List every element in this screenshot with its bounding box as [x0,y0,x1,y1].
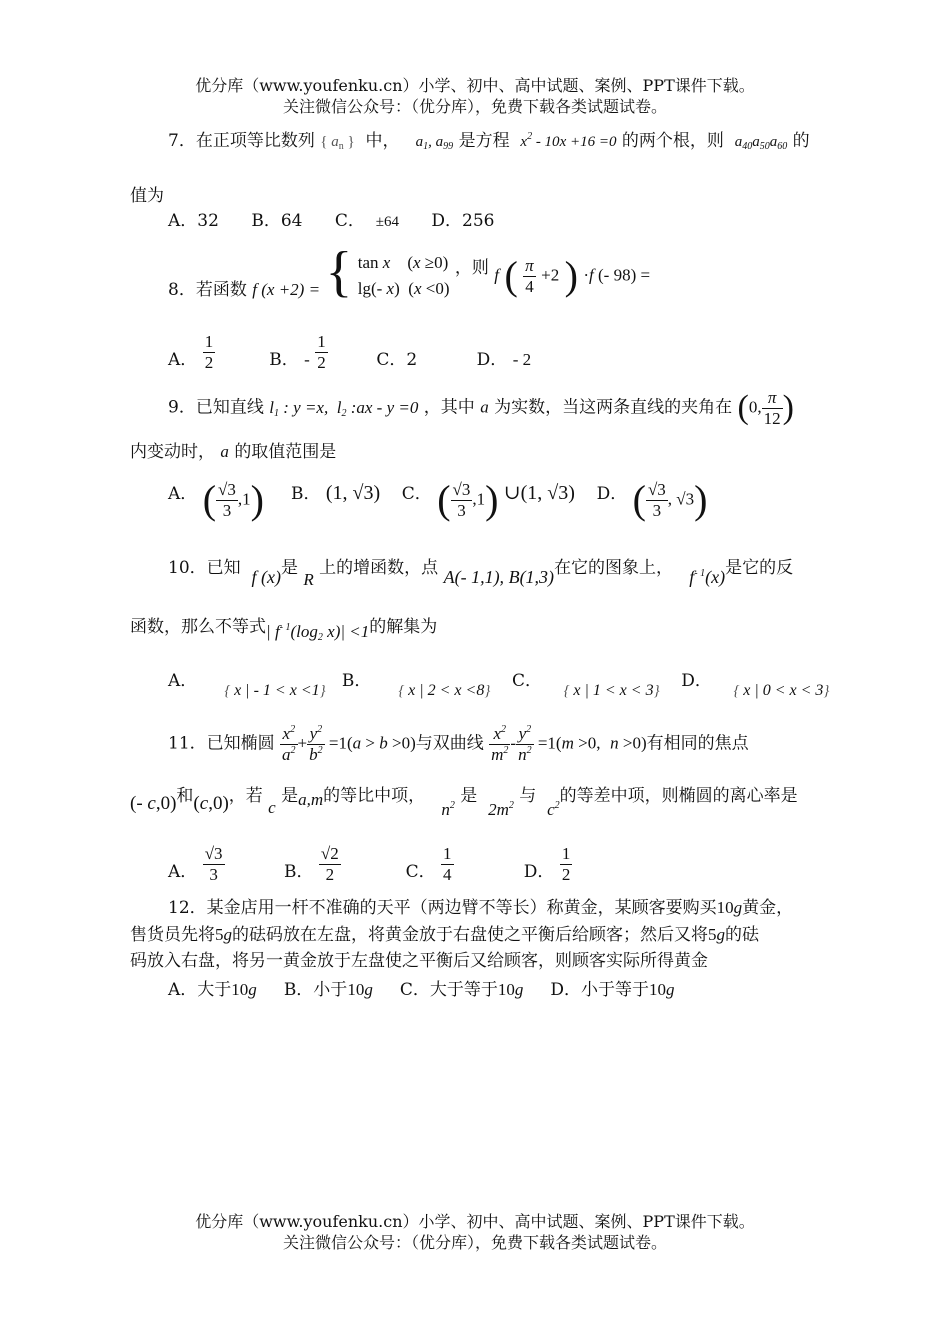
q10-option-d: D． [681,671,712,691]
q12-5-b: 5 [708,925,717,944]
q10-inverse: $f^{- 1}(x)$ [689,567,726,587]
q9-d-open: ( [632,477,646,523]
q9-options: A． ( $\frac{√3}{3}$ ,1) B． (1, √3) C． ( $\frac{√3}{3}$ ,1) ∪(1, √3) D． ( $\frac{√3}{3}$ , √3) [168,477,708,523]
q9-option-d: D． [596,483,628,504]
q9-number: 9．已知直线 [168,397,264,418]
q8-brace: { [325,241,353,303]
q10-text-2: 上的增函数，点 [319,558,439,578]
footer-line-2: 关注微信公众号：（优分库），免费下载各类试题试卷。 [282,1233,667,1252]
q9-a-close: ) [250,477,264,523]
q10-cont-1: 函数，那么不等式 [130,617,266,637]
q10-fx: f (x) [251,567,281,587]
q11-text-7: 是 [460,786,478,806]
q10-option-c: C． [511,671,542,691]
q11-c2: $c^2$ [547,800,560,819]
q11-focus-2: (c,0) [193,793,229,814]
q12-option-c: C．大于等于 [399,980,498,1000]
q11-options [168,844,572,884]
q10-option-c-value: { x | 1 < x < 3} [563,682,660,699]
question-12-line-3: 码放入右盘，将另一黄金放于左盘使之平衡后又给顾客，则顾客实际所得黄金 [130,951,708,971]
q12-text-5: 的砝 [725,925,759,945]
header-line-2: 关注微信公众号：（优分库），免费下载各类试题试卷。 [282,97,667,116]
q7-text-4: 的 [792,131,810,151]
q11-option-d-value: $\frac{1}{2}$ [561,844,571,884]
q12-option-a-num: 10 [231,980,249,999]
q8-expression: f [494,265,500,285]
q10-R: R [303,570,314,589]
q12-text-2: 黄金， [742,898,794,918]
q7-option-d: D．256 [431,211,495,231]
question-9: 9．已知直线 $l_1$ : y =x, $l_2$ :ax - y =0 ，其中 a 为实数，当这两条直线的夹角在 (0, $\frac{\pi}{12}$ ) [168,388,794,428]
q12-text-4: 的砝码放在左盘，将黄金放于右盘使之平衡后给顾客；然后又将 [232,925,708,945]
q8-number: 8．若函数 [168,279,247,300]
q12-option-b: B．小于 [283,980,348,1000]
q8-option-b-value: $\frac{1}{2}$ [317,332,326,372]
q8-options: A． $\frac{1}{2}$ B． - $\frac{1}{2}$ C．2 D． - 2 [168,332,532,372]
q12-5: 5 [215,925,224,944]
q8-function-name: f (x +2) = [252,279,321,299]
q9-var-a-2: a [220,442,229,461]
q11-text-4: ，若 [228,786,263,806]
q11-option-b-value: $\frac{√2}{2}$ [320,844,339,884]
q10-option-b-value: { x | 2 < x <8} [398,682,491,699]
q7-text-2: 是方程 [458,131,510,151]
q9-option-a: A． [168,483,198,504]
q12-unit-g: g [733,898,743,917]
q10-inequality: | $f^{- 1}(\log_2$ x)| <1 [266,622,370,643]
q9-text-2: 为实数，当这两条直线的夹角在 [494,397,733,418]
question-7 [168,132,810,152]
q10-option-a-value: { x | - 1 < x <1} [224,682,326,699]
q12-option-d: D．小于等于 [550,980,650,1000]
q11-text-8: 与 [519,786,537,806]
q9-pi-over-12: $\frac{\pi}{12}$ [763,388,781,428]
q12-option-b-num: 10 [347,980,365,999]
q12-option-b-unit: g [364,980,373,999]
q7-option-a: A．32 [168,211,219,231]
q9-option-d-value: $\frac{√3}{3}$ [647,480,666,520]
q8-option-d: D． [476,349,508,370]
q11-var-c: c [268,798,276,817]
q9-continuation [130,443,336,461]
q12-option-d-unit: g [666,980,675,999]
q7-number: 7．在正项等比数列 [168,131,315,151]
q9-cont-2: 的取值范围是 [234,442,337,462]
q11-ellipse-x: $\frac{x^2}{a^2}$ [282,724,296,764]
q12-option-a: A．大于 [168,980,232,1000]
q9-text-1: ，其中 [423,397,475,418]
q12-unit-g-2: g [223,925,232,944]
q11-focus-1: (- c,0) [130,793,177,814]
q7-option-b: B．64 [251,211,303,231]
q8-cases: tan x (x ≥0) lg(- x) (x <0) [357,252,450,298]
question-8: 8．若函数 f (x +2) = { tan x (x ≥0) lg(- x) (x <0) ，则 f ( $\frac{\pi}{4}$ +2 ) ·f (- 98) = [168,241,651,303]
q9-cont-1: 内变动时， [130,442,215,462]
q7-options [168,213,495,230]
q12-option-c-num: 10 [497,980,515,999]
q7-product: $a_{40}a_{50}a_{60}$ [734,134,788,152]
q11-am: a,m [298,790,324,809]
q11-text-1: 与双曲线 [415,733,484,754]
question-10 [168,558,794,589]
q8-option-c: C．2 [376,349,418,370]
q11-text-3: 和 [176,786,194,806]
q9-interval-close: ) [782,389,794,427]
q11-n2: $n^2$ [441,800,455,819]
q11-option-c-value: $\frac{1}{4}$ [443,844,452,884]
q11-option-c: C． [405,861,436,882]
q9-c-open: ( [437,477,451,523]
q7-option-c-value: ±64 [375,214,399,230]
q12-option-a-unit: g [248,980,257,999]
q8-pi-over-4: $\frac{\pi}{4}$ [525,255,534,296]
q7-roots: $a_1$, $a_{99}$ [415,134,454,152]
q11-text-5: 是 [281,786,299,806]
q11-text-9: 的等差中项，则椭圆的离心率是 [559,786,798,806]
q10-number: 10．已知 [168,558,241,578]
q7-continuation: 值为 [130,186,164,206]
q9-option-a-value: $\frac{√3}{3}$ [218,480,236,520]
q11-ellipse-y: $\frac{y^2}{b^2}$ [309,724,323,764]
q10-text-3: 在它的图象上， [554,558,674,578]
q12-text-3: 售货员先将 [130,925,215,945]
q9-option-b-value: (1, √3) [325,481,381,504]
q8-paren-right: ) [564,253,578,298]
q9-option-c-value: $\frac{√3}{3}$ [452,480,471,520]
q10-option-b: B． [341,671,372,691]
q11-option-a: A． [168,861,198,882]
q8-option-a: A． [168,349,198,370]
q10-cont-2: 的解集为 [369,617,438,637]
q10-text-1: 是 [280,558,298,578]
q12-options [168,981,675,999]
q9-lines: $l_1$ : y =x, $l_2$ :ax - y =0 [269,397,419,419]
q9-a-open: ( [202,477,217,523]
q8-paren-left: ( [504,253,518,298]
q7-seq-an: { $a_n$ } [320,134,355,152]
q10-points: A(- 1,1), B(1,3) [443,567,555,587]
q9-option-b: B． [290,483,321,504]
q12-10: 10 [716,898,734,917]
footer-line-1: 优分库（www.youfenku.cn）小学、初中、高中试题、案例、PPT课件下载。 [195,1212,755,1231]
q9-c-close: ) [485,477,499,523]
q11-2m2: $2m^2$ [488,800,514,819]
q12-option-c-unit: g [514,980,524,999]
q7-equation: $x^2 - 10x +16 =0$ [520,131,617,150]
q9-d-close: ) [694,477,708,523]
q10-continuation [130,617,438,643]
q11-option-d: D． [523,861,555,882]
q8-option-b: B． [269,349,299,370]
q9-option-c: C． [401,483,432,504]
q11-hyperbola-y: $\frac{y^2}{n^2}$ [518,724,532,764]
q8-text-1: ，则 [454,257,489,278]
header-line-1: 优分库（www.youfenku.cn）小学、初中、高中试题、案例、PPT课件下载。 [195,76,755,95]
q7-text-1: 中， [365,131,400,151]
q12-text-1: 12．某金店用一杆不准确的天平（两边臂不等长）称黄金，某顾客要购买 [168,898,717,918]
q12-option-d-num: 10 [649,980,667,999]
q11-text-6: 的等比中项， [323,786,426,806]
q8-option-a-value: $\frac{1}{2}$ [204,332,214,372]
q11-option-b: B． [283,861,314,882]
q12-unit-g-3: g [716,925,725,944]
q7-option-c: C． [334,211,365,231]
q10-text-4: 是它的反 [725,558,794,578]
q11-number: 11．已知椭圆 [168,733,275,754]
question-12-line-2 [130,926,759,944]
q10-option-d-value: { x | 0 < x < 3} [733,682,830,699]
q11-option-a-value: $\frac{√3}{3}$ [204,844,223,884]
q11-text-2: 有相同的焦点 [646,733,749,754]
q8-option-d-value: - 2 [512,349,532,369]
q10-options [168,671,830,699]
q11-hyperbola-x: $\frac{x^2}{m^2}$ [491,724,509,764]
q7-text-3: 的两个根，则 [621,131,724,151]
q10-option-a: A． [168,671,198,691]
question-11: 11．已知椭圆 $\frac{x^2}{a^2}$ + $\frac{y^2}{b^2}$ =1(a > b >0)与双曲线 $\frac{x^2}{m^2}$ - $\frac{y^2}{n^2}$ =1(m >0, n >0)有相同的焦点 [168,724,749,764]
q11-line-2 [130,786,798,819]
q9-interval-open: ( [737,389,749,427]
question-12-line-1 [168,899,793,917]
q9-var-a: a [480,397,489,417]
